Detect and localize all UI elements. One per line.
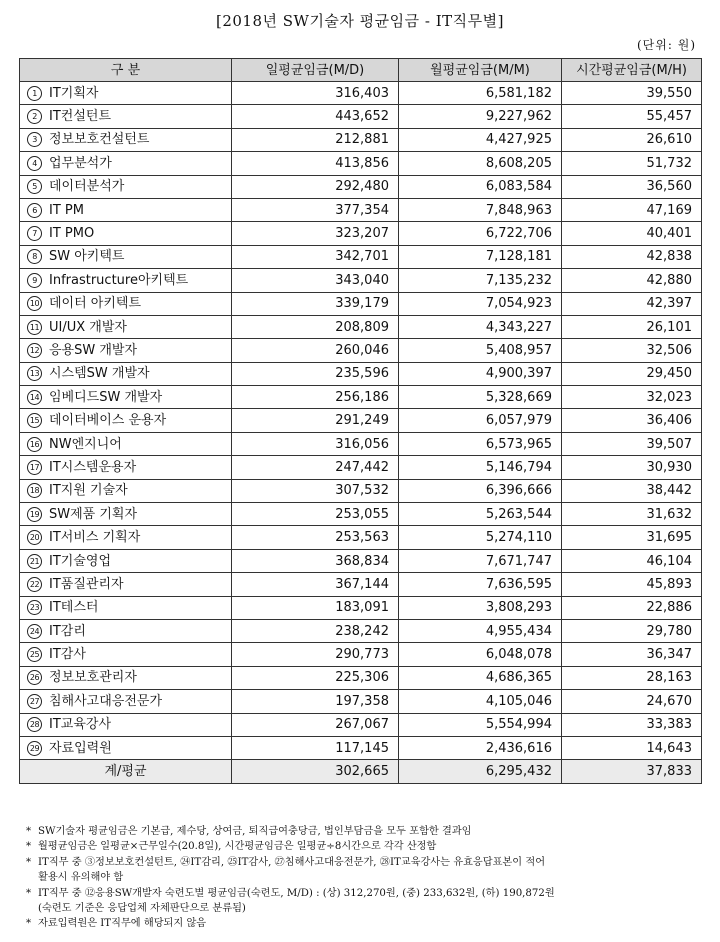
job-name-cell: [20, 175, 232, 198]
monthly-wage: 4,686,365: [399, 666, 562, 689]
row-number-badge: 6: [27, 203, 42, 218]
daily-wage: 367,144: [232, 573, 399, 596]
job-name: IT서비스 기획자: [49, 530, 141, 546]
hourly-wage: 36,406: [562, 409, 702, 432]
job-name: SW제품 기획자: [49, 506, 138, 522]
row-number-badge: 18: [27, 483, 42, 498]
hourly-wage: 24,670: [562, 690, 702, 713]
hourly-wage: 22,886: [562, 596, 702, 619]
row-number-badge: 3: [27, 132, 42, 147]
table-row: [20, 596, 702, 619]
hourly-wage: 31,695: [562, 526, 702, 549]
row-number-badge: 14: [27, 390, 42, 405]
job-name: Infrastructure아키텍트: [49, 272, 189, 288]
table-row: [20, 82, 702, 105]
table-row: [20, 666, 702, 689]
monthly-wage: 9,227,962: [399, 105, 562, 128]
monthly-wage: 6,573,965: [399, 432, 562, 455]
hourly-wage: 40,401: [562, 222, 702, 245]
job-name: IT감사: [49, 647, 86, 663]
monthly-wage: 4,955,434: [399, 619, 562, 642]
row-number-badge: 26: [27, 670, 42, 685]
hourly-wage: 30,930: [562, 456, 702, 479]
job-name-cell: [20, 432, 232, 455]
hourly-wage: 33,383: [562, 713, 702, 736]
monthly-wage: 5,328,669: [399, 386, 562, 409]
job-name-cell: [20, 292, 232, 315]
table-row: [20, 456, 702, 479]
daily-wage: 368,834: [232, 549, 399, 572]
monthly-wage: 4,343,227: [399, 315, 562, 338]
monthly-wage: 7,128,181: [399, 245, 562, 268]
job-name-cell: [20, 643, 232, 666]
wage-table: [19, 58, 702, 784]
job-name: 데이터베이스 운용자: [49, 413, 167, 429]
table-row: [20, 269, 702, 292]
daily-wage: 307,532: [232, 479, 399, 502]
row-number-badge: 16: [27, 437, 42, 452]
monthly-wage: 7,848,963: [399, 198, 562, 221]
hourly-wage: 28,163: [562, 666, 702, 689]
row-number-badge: 5: [27, 179, 42, 194]
footnote-bullet: *: [26, 918, 32, 930]
row-number-badge: 21: [27, 554, 42, 569]
monthly-wage: 5,274,110: [399, 526, 562, 549]
daily-wage: 117,145: [232, 736, 399, 759]
row-number-badge: 11: [27, 320, 42, 335]
row-number-badge: 13: [27, 366, 42, 381]
table-row: [20, 105, 702, 128]
daily-wage: 377,354: [232, 198, 399, 221]
job-name-cell: [20, 503, 232, 526]
row-number-badge: 25: [27, 647, 42, 662]
table-row: [20, 736, 702, 759]
job-name-cell: [20, 456, 232, 479]
row-number-badge: 23: [27, 600, 42, 615]
monthly-wage: 4,900,397: [399, 362, 562, 385]
table-row: [20, 409, 702, 432]
job-name: IT기획자: [49, 85, 99, 101]
hourly-wage: 38,442: [562, 479, 702, 502]
daily-wage: 238,242: [232, 619, 399, 642]
table-row: [20, 713, 702, 736]
job-name: IT PMO: [49, 226, 95, 242]
table-row: [20, 222, 702, 245]
monthly-wage: 5,263,544: [399, 503, 562, 526]
table-row: [20, 573, 702, 596]
hourly-wage: 39,550: [562, 82, 702, 105]
daily-wage: 292,480: [232, 175, 399, 198]
total-hourly: 37,833: [562, 760, 702, 783]
daily-wage: 260,046: [232, 339, 399, 362]
job-name: UI/UX 개발자: [49, 319, 127, 335]
monthly-wage: 2,436,616: [399, 736, 562, 759]
hourly-wage: 14,643: [562, 736, 702, 759]
footnotes: [26, 824, 706, 932]
footnote-line: 월평균임금은 일평균×근무일수(20.8일), 시간평균임금은 일평균÷8시간으로 각각 산정함: [38, 841, 437, 853]
table-header-row: [20, 59, 702, 82]
hourly-wage: 29,780: [562, 619, 702, 642]
job-name: IT PM: [49, 202, 84, 218]
job-name-cell: [20, 315, 232, 338]
monthly-wage: 6,722,706: [399, 222, 562, 245]
row-number-badge: 29: [27, 741, 42, 756]
row-number-badge: 8: [27, 249, 42, 264]
job-name: 데이터분석가: [49, 179, 125, 195]
hourly-wage: 26,610: [562, 128, 702, 151]
table-row: [20, 619, 702, 642]
monthly-wage: 5,554,994: [399, 713, 562, 736]
job-name: 데이터 아키텍트: [49, 296, 142, 312]
total-daily: 302,665: [232, 760, 399, 783]
job-name-cell: [20, 245, 232, 268]
hourly-wage: 29,450: [562, 362, 702, 385]
table-row: [20, 292, 702, 315]
job-name-cell: [20, 736, 232, 759]
hourly-wage: 45,893: [562, 573, 702, 596]
hourly-wage: 51,732: [562, 152, 702, 175]
monthly-wage: 7,671,747: [399, 549, 562, 572]
hourly-wage: 42,397: [562, 292, 702, 315]
daily-wage: 290,773: [232, 643, 399, 666]
daily-wage: 197,358: [232, 690, 399, 713]
hourly-wage: 26,101: [562, 315, 702, 338]
daily-wage: 267,067: [232, 713, 399, 736]
header-daily-wage: 일평균임금(M/D): [232, 59, 399, 82]
job-name: IT지원 기술자: [49, 483, 128, 499]
footnote-line: SW기술자 평균임금은 기본급, 제수당, 상여금, 퇴직급여충당금, 법인부담금을 모두 포함한 결과임: [38, 826, 472, 837]
daily-wage: 212,881: [232, 128, 399, 151]
total-monthly: 6,295,432: [399, 760, 562, 783]
row-number-badge: 28: [27, 717, 42, 732]
job-name: 자료입력원: [49, 740, 112, 756]
unit-label: (단위: 원): [637, 38, 696, 52]
footnote-line: IT직무 중 ③정보보호컨설턴트, ㉔IT감리, ㉕IT감사, ㉗침해사고대응전문가, ㉘IT교육강사는 유효응답표본이 적어: [38, 856, 546, 868]
hourly-wage: 46,104: [562, 549, 702, 572]
job-name: 정보보호컨설턴트: [49, 132, 150, 148]
table-row: [20, 526, 702, 549]
job-name-cell: [20, 82, 232, 105]
monthly-wage: 4,105,046: [399, 690, 562, 713]
table-row: [20, 152, 702, 175]
page-title: [2018년 SW기술자 평균임금 - IT직무별]: [215, 12, 505, 30]
footnote-bullet: *: [26, 856, 32, 868]
job-name-cell: [20, 619, 232, 642]
daily-wage: 183,091: [232, 596, 399, 619]
monthly-wage: 8,608,205: [399, 152, 562, 175]
daily-wage: 247,442: [232, 456, 399, 479]
job-name: SW 아키텍트: [49, 249, 125, 265]
job-name-cell: [20, 666, 232, 689]
job-name: IT테스터: [49, 600, 99, 616]
table-row: [20, 128, 702, 151]
job-name: IT감리: [49, 623, 86, 639]
monthly-wage: 7,636,595: [399, 573, 562, 596]
monthly-wage: 5,408,957: [399, 339, 562, 362]
table-row: [20, 315, 702, 338]
job-name: 시스템SW 개발자: [49, 366, 150, 382]
table-row: [20, 362, 702, 385]
job-name: IT품질관리자: [49, 576, 124, 592]
table-row: [20, 479, 702, 502]
daily-wage: 339,179: [232, 292, 399, 315]
footnote-line: IT직무 중 ⑫응용SW개발자 숙련도별 평균임금(숙련도, M/D) : (상) 312,270원, (중) 233,632원, (하) 190,872원: [38, 887, 555, 899]
job-name-cell: [20, 596, 232, 619]
monthly-wage: 3,808,293: [399, 596, 562, 619]
total-row: [20, 760, 702, 783]
row-number-badge: 7: [27, 226, 42, 241]
job-name-cell: [20, 339, 232, 362]
job-name: NW엔지니어: [49, 436, 122, 452]
row-number-badge: 12: [27, 343, 42, 358]
monthly-wage: 6,083,584: [399, 175, 562, 198]
daily-wage: 443,652: [232, 105, 399, 128]
daily-wage: 256,186: [232, 386, 399, 409]
table-row: [20, 339, 702, 362]
row-number-badge: 19: [27, 507, 42, 522]
job-name: 침해사고대응전문가: [49, 693, 163, 709]
job-name-cell: [20, 713, 232, 736]
daily-wage: 225,306: [232, 666, 399, 689]
hourly-wage: 31,632: [562, 503, 702, 526]
job-name: 정보보호관리자: [49, 670, 137, 686]
total-label: 계/평균: [20, 760, 232, 783]
table-body: [20, 82, 702, 760]
daily-wage: 343,040: [232, 269, 399, 292]
job-name-cell: [20, 386, 232, 409]
monthly-wage: 6,048,078: [399, 643, 562, 666]
hourly-wage: 47,169: [562, 198, 702, 221]
job-name-cell: [20, 479, 232, 502]
monthly-wage: 6,581,182: [399, 82, 562, 105]
job-name: IT기술영업: [49, 553, 112, 569]
table-row: [20, 175, 702, 198]
hourly-wage: 32,506: [562, 339, 702, 362]
job-name: IT교육강사: [49, 717, 112, 733]
footnote-bullet: *: [26, 887, 32, 899]
daily-wage: 291,249: [232, 409, 399, 432]
job-name-cell: [20, 105, 232, 128]
row-number-badge: 9: [27, 273, 42, 288]
table-row: [20, 690, 702, 713]
monthly-wage: 7,054,923: [399, 292, 562, 315]
table-row: [20, 245, 702, 268]
footnote: [26, 916, 706, 931]
job-name-cell: [20, 690, 232, 713]
monthly-wage: 6,396,666: [399, 479, 562, 502]
job-name: IT시스템운용자: [49, 459, 137, 475]
table-row: [20, 432, 702, 455]
row-number-badge: 22: [27, 577, 42, 592]
job-name: IT컨설턴트: [49, 109, 112, 125]
table-row: [20, 503, 702, 526]
footnote: [26, 855, 706, 886]
daily-wage: 208,809: [232, 315, 399, 338]
job-name-cell: [20, 269, 232, 292]
row-number-badge: 1: [27, 86, 42, 101]
header-monthly-wage: 월평균임금(M/M): [399, 59, 562, 82]
job-name-cell: [20, 152, 232, 175]
job-name-cell: [20, 573, 232, 596]
hourly-wage: 42,880: [562, 269, 702, 292]
hourly-wage: 32,023: [562, 386, 702, 409]
row-number-badge: 15: [27, 413, 42, 428]
row-number-badge: 17: [27, 460, 42, 475]
daily-wage: 323,207: [232, 222, 399, 245]
daily-wage: 342,701: [232, 245, 399, 268]
monthly-wage: 7,135,232: [399, 269, 562, 292]
hourly-wage: 55,457: [562, 105, 702, 128]
daily-wage: 413,856: [232, 152, 399, 175]
job-name-cell: [20, 549, 232, 572]
header-category: 구 분: [20, 59, 232, 82]
footnote: [26, 839, 706, 854]
row-number-badge: 20: [27, 530, 42, 545]
table-row: [20, 386, 702, 409]
hourly-wage: 36,347: [562, 643, 702, 666]
header-hourly-wage: 시간평균임금(M/H): [562, 59, 702, 82]
footnote-line: 자료입력원은 IT직무에 해당되지 않음: [38, 918, 207, 930]
job-name: 응용SW 개발자: [49, 342, 138, 358]
job-name-cell: [20, 526, 232, 549]
job-name: 업무분석가: [49, 155, 112, 171]
daily-wage: 253,055: [232, 503, 399, 526]
row-number-badge: 24: [27, 624, 42, 639]
daily-wage: 316,056: [232, 432, 399, 455]
job-name-cell: [20, 222, 232, 245]
hourly-wage: 36,560: [562, 175, 702, 198]
job-name-cell: [20, 409, 232, 432]
footnote: [26, 824, 706, 839]
row-number-badge: 10: [27, 296, 42, 311]
row-number-badge: 4: [27, 156, 42, 171]
table-row: [20, 549, 702, 572]
footnote-line: (숙련도 기준은 응답업체 자체판단으로 분류됨): [38, 903, 246, 915]
job-name-cell: [20, 362, 232, 385]
hourly-wage: 42,838: [562, 245, 702, 268]
monthly-wage: 4,427,925: [399, 128, 562, 151]
daily-wage: 235,596: [232, 362, 399, 385]
table-row: [20, 198, 702, 221]
monthly-wage: 6,057,979: [399, 409, 562, 432]
job-name: 임베디드SW 개발자: [49, 389, 163, 405]
footnote-bullet: *: [26, 826, 32, 837]
footnote-line: 활용시 유의해야 함: [38, 872, 124, 884]
footnote: [26, 886, 706, 917]
row-number-badge: 27: [27, 694, 42, 709]
footnote-bullet: *: [26, 841, 32, 853]
job-name-cell: [20, 128, 232, 151]
hourly-wage: 39,507: [562, 432, 702, 455]
monthly-wage: 5,146,794: [399, 456, 562, 479]
row-number-badge: 2: [27, 109, 42, 124]
daily-wage: 253,563: [232, 526, 399, 549]
daily-wage: 316,403: [232, 82, 399, 105]
table-row: [20, 643, 702, 666]
job-name-cell: [20, 198, 232, 221]
